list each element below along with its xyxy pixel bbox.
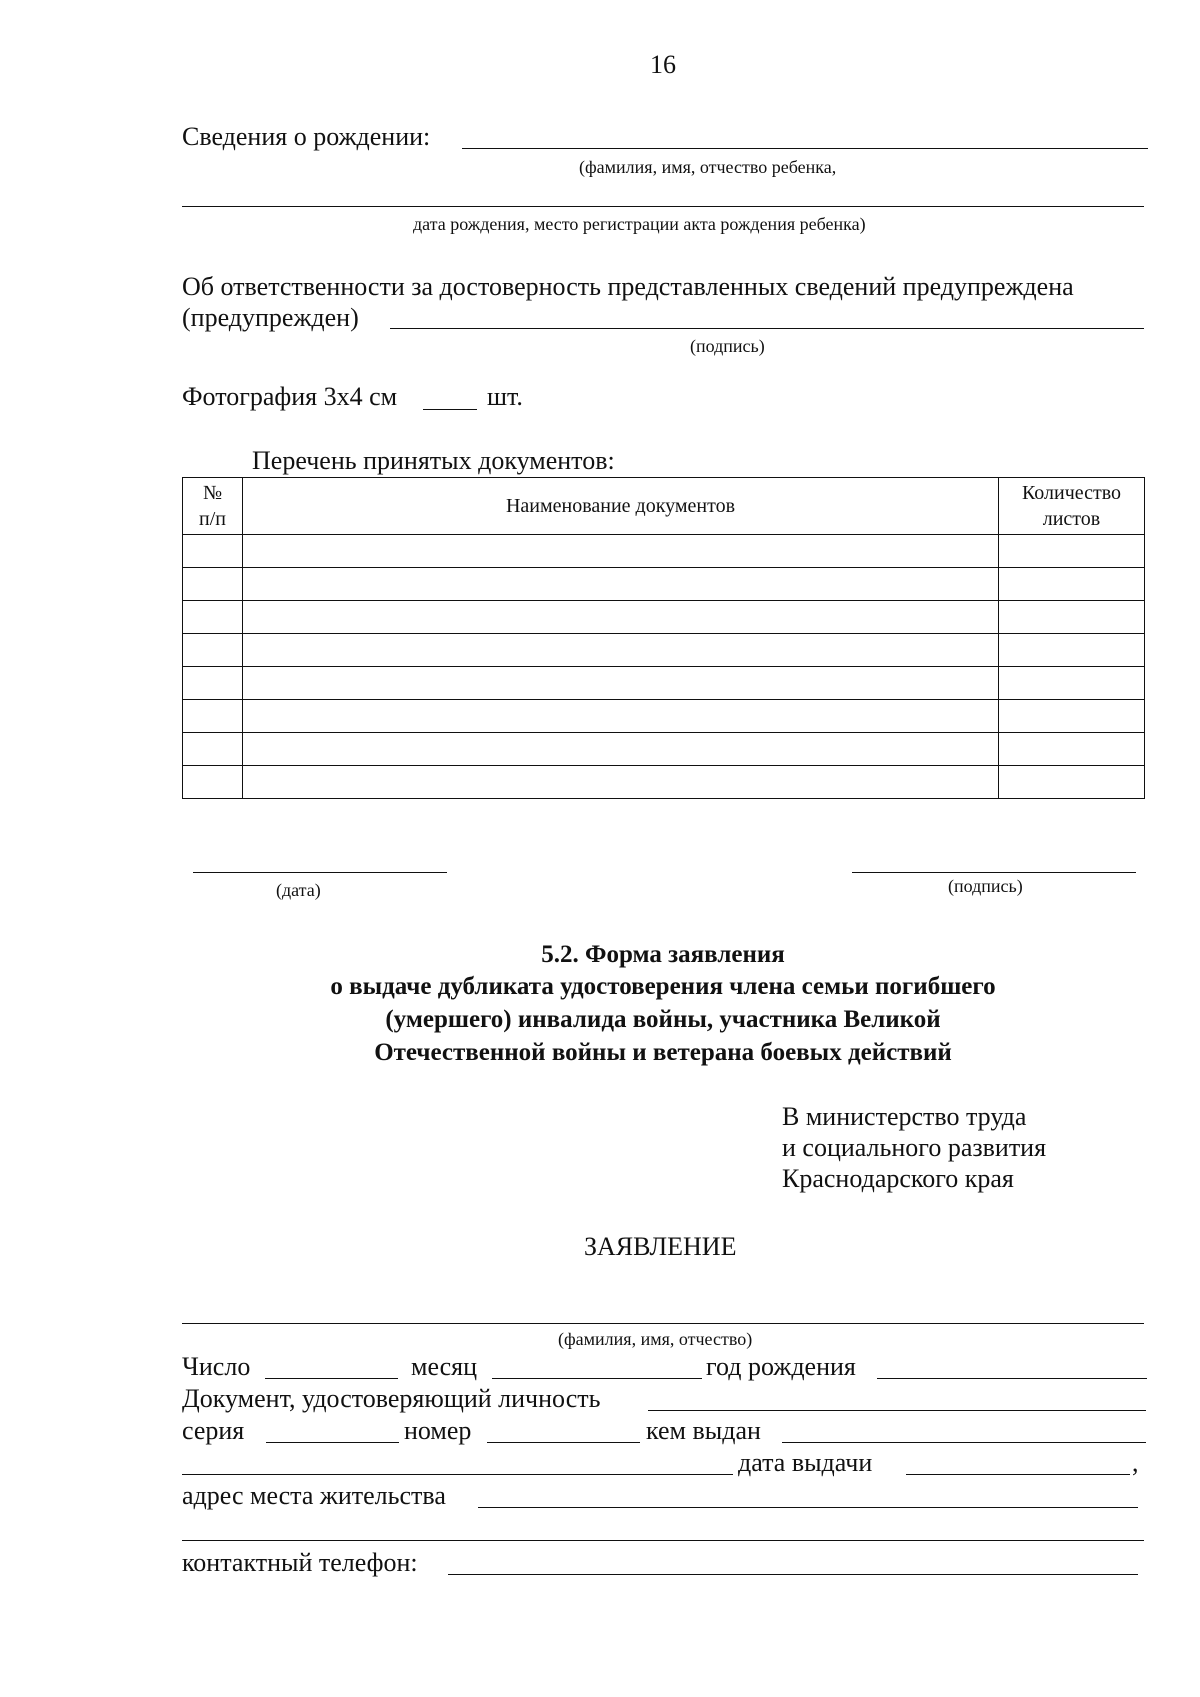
section-title-line-4: Отечественной войны и ветерана боевых действий [374, 1039, 952, 1066]
page-number: 16 [650, 50, 676, 79]
day-label: Число [182, 1352, 251, 1381]
table-row [183, 634, 1145, 667]
table-row [183, 568, 1145, 601]
birth-info-field-line-2[interactable] [182, 206, 1144, 207]
issue-date-label: дата выдачи [738, 1448, 873, 1477]
addressee-line-2: и социального развития [782, 1133, 1047, 1162]
birth-year-label: год рождения [706, 1352, 856, 1381]
table-row [183, 733, 1145, 766]
id-document-field-line[interactable] [648, 1410, 1146, 1411]
phone-label: контактный телефон: [182, 1548, 418, 1577]
cell-count[interactable] [999, 535, 1145, 568]
month-field-line[interactable] [492, 1378, 702, 1379]
table-row [183, 766, 1145, 799]
cell-name[interactable] [243, 733, 999, 766]
table-row [183, 601, 1145, 634]
cell-number[interactable] [183, 733, 243, 766]
fio-field-line[interactable] [182, 1323, 1144, 1324]
cell-number[interactable] [183, 667, 243, 700]
column-header-number-line1: № [202, 482, 223, 504]
number-label: номер [404, 1416, 472, 1445]
photo-unit: шт. [487, 382, 523, 411]
documents-table [182, 477, 1145, 799]
cell-count[interactable] [999, 700, 1145, 733]
column-header-name: Наименование документов [243, 478, 999, 535]
series-field-line[interactable] [266, 1442, 399, 1443]
responsibility-text-2: (предупрежден) [182, 303, 359, 332]
birth-info-hint-2: дата рождения, место регистрации акта рождения ребенка) [413, 214, 866, 234]
cell-name[interactable] [243, 568, 999, 601]
addressee-line-3: Краснодарского края [782, 1164, 1014, 1193]
cell-name[interactable] [243, 601, 999, 634]
photo-count-line[interactable] [423, 409, 477, 410]
date-hint: (дата) [276, 880, 321, 900]
cell-count[interactable] [999, 667, 1145, 700]
responsibility-text: Об ответственности за достоверность представленных сведений предупреждена [182, 272, 1074, 301]
table-row [183, 535, 1145, 568]
statement-title: ЗАЯВЛЕНИЕ [584, 1232, 737, 1261]
cell-number[interactable] [183, 568, 243, 601]
birth-year-field-line[interactable] [877, 1378, 1147, 1379]
fio-hint: (фамилия, имя, отчество) [558, 1329, 753, 1349]
column-header-count [999, 478, 1145, 535]
cell-name[interactable] [243, 700, 999, 733]
cell-count[interactable] [999, 568, 1145, 601]
birth-info-field-line[interactable] [462, 148, 1148, 149]
address-field-line-2[interactable] [182, 1540, 1144, 1541]
signature-line[interactable] [852, 872, 1136, 873]
cell-number[interactable] [183, 766, 243, 799]
column-header-count-line2: листов [1042, 508, 1101, 530]
cell-number[interactable] [183, 634, 243, 667]
cell-count[interactable] [999, 766, 1145, 799]
signature-hint: (подпись) [948, 876, 1023, 896]
documents-caption: Перечень принятых документов: [252, 446, 615, 475]
section-title-line-3: (умершего) инвалида войны, участника Великой [385, 1006, 941, 1033]
issued-by-field-line[interactable] [782, 1442, 1146, 1443]
table-row [183, 700, 1145, 733]
cell-number[interactable] [183, 601, 243, 634]
id-document-label: Документ, удостоверяющий личность [182, 1384, 601, 1413]
table-row [183, 667, 1145, 700]
issue-date-field-line[interactable] [906, 1474, 1130, 1475]
birth-info-hint-1: (фамилия, имя, отчество ребенка, [579, 157, 837, 177]
section-title-line-2: о выдаче дубликата удостоверения члена семьи погибшего [330, 973, 996, 1000]
issue-date-comma: , [1132, 1448, 1139, 1477]
cell-number[interactable] [183, 535, 243, 568]
cell-name[interactable] [243, 634, 999, 667]
address-label: адрес места жительства [182, 1481, 446, 1510]
cell-name[interactable] [243, 667, 999, 700]
addressee-line-1: В министерство труда [782, 1102, 1027, 1131]
responsibility-signature-line[interactable] [390, 328, 1144, 329]
section-title-line-1: 5.2. Форма заявления [541, 941, 785, 968]
cell-count[interactable] [999, 733, 1145, 766]
cell-name[interactable] [243, 535, 999, 568]
responsibility-signature-hint: (подпись) [690, 336, 765, 356]
issued-by-label: кем выдан [646, 1416, 761, 1445]
month-label: месяц [411, 1352, 478, 1381]
address-field-line[interactable] [478, 1507, 1138, 1508]
column-header-number [183, 478, 243, 535]
documents-table-header [183, 478, 1145, 535]
series-label: серия [182, 1416, 245, 1445]
photo-label: Фотография 3х4 см [182, 382, 398, 411]
cell-count[interactable] [999, 601, 1145, 634]
cell-name[interactable] [243, 766, 999, 799]
cell-count[interactable] [999, 634, 1145, 667]
date-line[interactable] [193, 872, 447, 873]
issued-by-field-line-2[interactable] [182, 1474, 733, 1475]
birth-info-label: Сведения о рождении: [182, 122, 431, 151]
day-field-line[interactable] [265, 1378, 398, 1379]
cell-number[interactable] [183, 700, 243, 733]
column-header-count-line1: Количество [1021, 482, 1122, 504]
column-header-number-line2: п/п [199, 508, 226, 530]
number-field-line[interactable] [487, 1442, 640, 1443]
phone-field-line[interactable] [448, 1574, 1138, 1575]
